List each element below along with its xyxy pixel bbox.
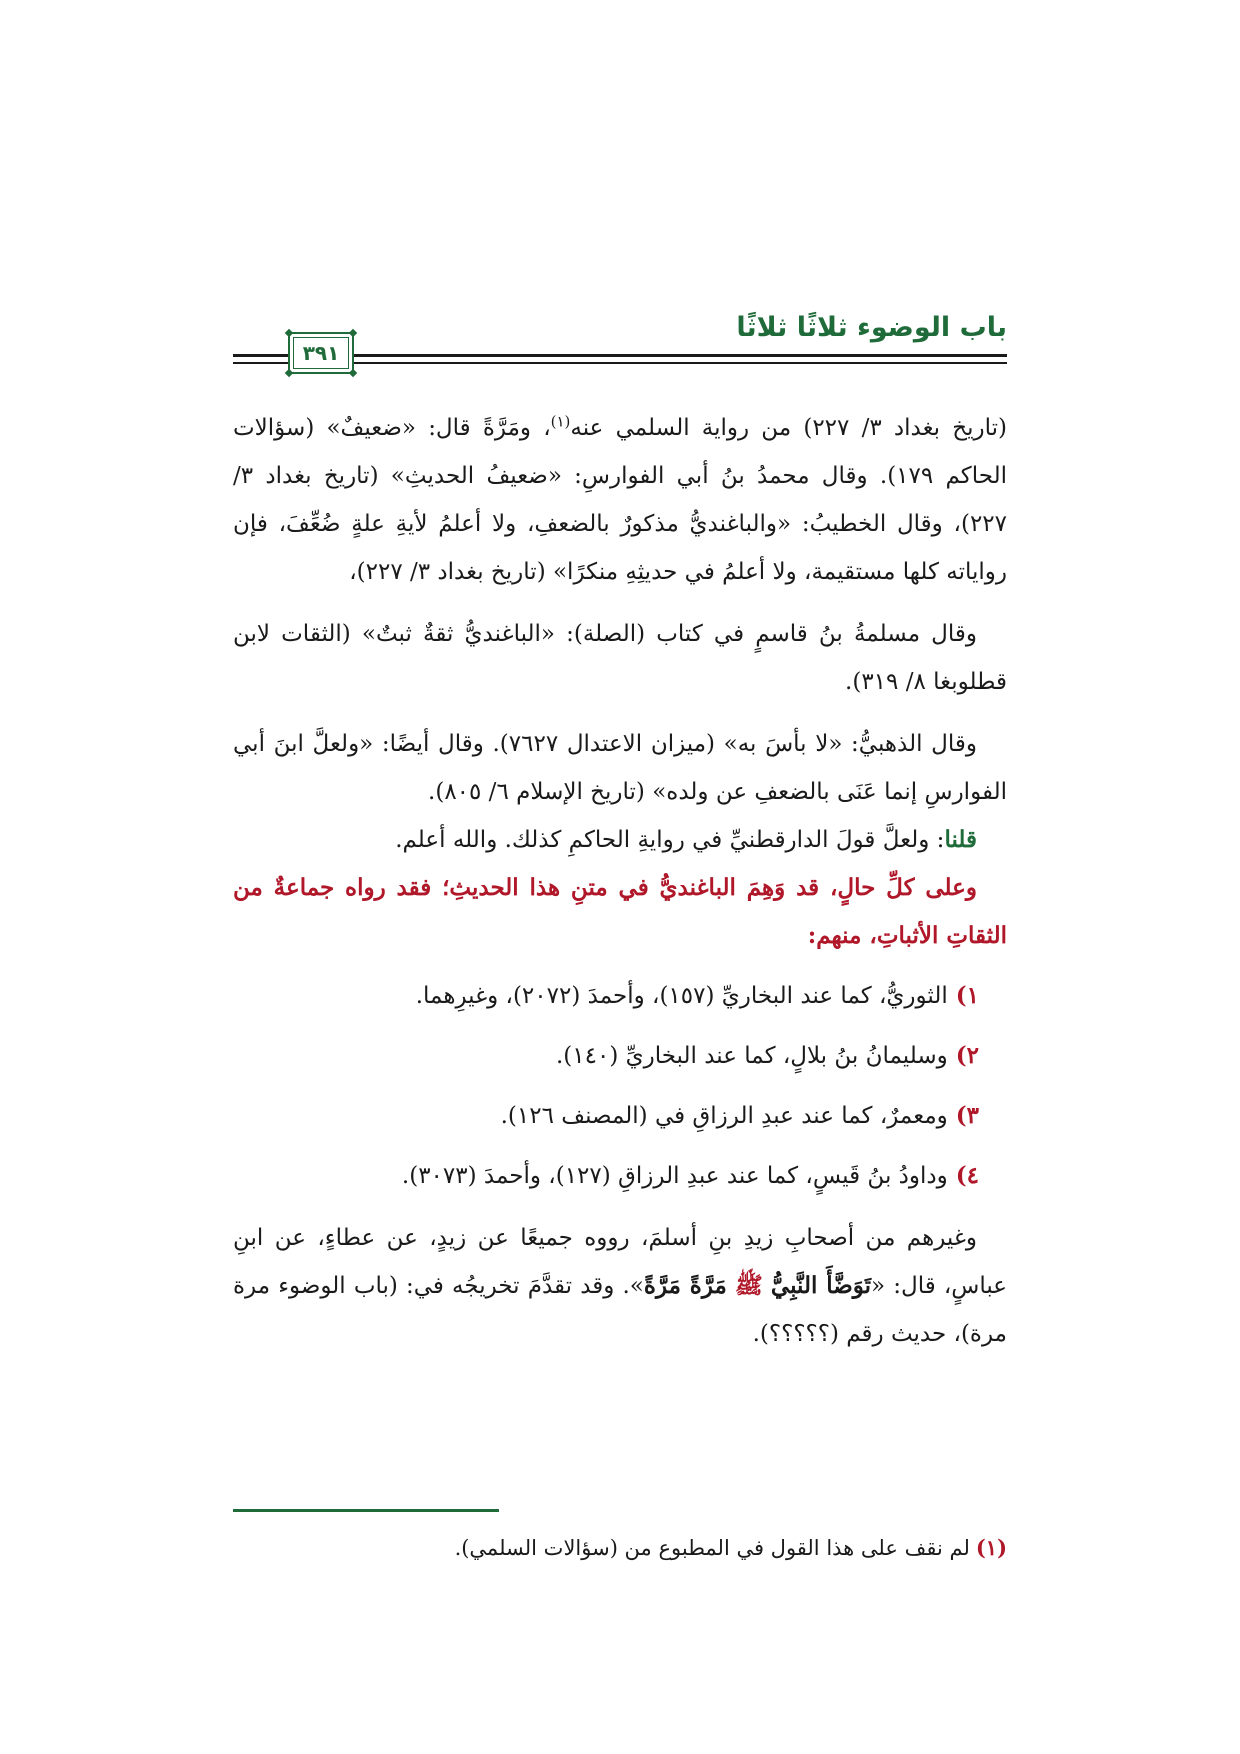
list-item xyxy=(233,1092,1007,1140)
frame-ornament xyxy=(349,369,357,377)
frame-ornament xyxy=(285,329,293,337)
paragraph-text: وغيرهم من أصحابِ زيدِ بنِ أسلمَ، رووه جميعًا عن زيدٍ، عن عطاءٍ، عن ابنِ عباسٍ، قال: « xyxy=(233,1225,1008,1299)
qulna-label: قلنا xyxy=(944,826,977,853)
list-item xyxy=(233,972,1007,1020)
salutation-glyph: ﷺ xyxy=(734,1272,763,1299)
page-number: ٣٩١ xyxy=(302,341,340,365)
page-number-frame xyxy=(288,332,354,374)
footnote-reference[interactable]: (١) xyxy=(550,412,571,431)
list-number: ٤) xyxy=(955,1162,979,1189)
hadith-quote: مَرَّةً مَرَّةً xyxy=(643,1272,727,1299)
paragraph-3: وقال الذهبيُّ: «لا بأسَ به» (ميزان الاعتدال ٧٦٢٧). وقال أيضًا: «ولعلَّ ابنَ أبي الفوارسِ إنما عَنَى بالضعفِ عن ولده» (تاريخ الإسلام ٦/ ٨٠٥). xyxy=(233,731,1007,805)
paragraph-text: ، ومَرَّةً قال: «ضعيفٌ» (سؤالات الحاكم ١٧٩). وقال محمدُ بنُ أبي الفوارسِ: «ضعيفُ الحديثِ» (تاريخ بغداد ٣/ ٢٢٧)، وقال الخطيبُ: «والباغنديُّ مذكورٌ بالضعفِ، ولا أعلمُ لأيةِ علةٍ ضُعِّفَ، فإن رواياته كلها مستقيمة، ولا أعلمُ في حديثِهِ منكرًا» (تاريخ بغداد ٣/ ٢٢٧)، xyxy=(233,415,1007,585)
paragraph-5-highlight: وعلى كلِّ حالٍ، قد وَهِمَ الباغنديُّ في متنِ هذا الحديثِ؛ فقد رواه جماعةٌ من الثقاتِ الأثباتِ، منهم: xyxy=(233,874,1007,949)
frame-ornament xyxy=(349,329,357,337)
paragraph-text: ». وقد تقدَّمَ تخريجُه في: (باب الوضوء مرة مرة)، حديث رقم (؟؟؟؟؟). xyxy=(233,1273,1007,1347)
chapter-title: باب الوضوء ثلاثًا ثلاثًا xyxy=(736,312,1007,343)
frame-ornament xyxy=(285,369,293,377)
list-number: ٣) xyxy=(955,1102,979,1129)
list-text: ومعمرٌ، كما عند عبدِ الرزاقِ في (المصنف ١٢٦). xyxy=(500,1103,948,1129)
paragraph-4 xyxy=(233,816,1007,864)
hadith-quote: تَوَضَّأَ النَّبِيُّ xyxy=(770,1272,872,1299)
list-text: وسليمانُ بنُ بلالٍ، كما عند البخاريِّ (١٤٠). xyxy=(555,1043,948,1069)
footnote-number: (١) xyxy=(975,1535,1007,1560)
main-text xyxy=(233,404,1007,1358)
paragraph-2: وقال مسلمةُ بنُ قاسمٍ في كتاب (الصلة): «الباغنديُّ ثقةٌ ثبتٌ» (الثقات لابن قطلوبغا ٨/ ٣١٩). xyxy=(233,621,1007,695)
list-text: الثوريُّ، كما عند البخاريِّ (١٥٧)، وأحمدَ (٢٠٧٢)، وغيرِهما. xyxy=(415,983,948,1009)
footnote xyxy=(233,1531,1007,1565)
list-number: ١) xyxy=(955,982,979,1009)
list-text: وداودُ بنُ قَيسٍ، كما عند عبدِ الرزاقِ (١٢٧)، وأحمدَ (٣٠٧٣). xyxy=(401,1163,948,1189)
list-number: ٢) xyxy=(955,1042,979,1069)
footnote-divider xyxy=(233,1509,499,1512)
paragraph-text: : ولعلَّ قولَ الدارقطنيِّ في روايةِ الحاكمِ كذلك. والله أعلم. xyxy=(395,827,945,853)
list-item xyxy=(233,1032,1007,1080)
list-item xyxy=(233,1152,1007,1200)
footnote-text: لم نقف على هذا القول في المطبوع من (سؤالات السلمي). xyxy=(454,1536,970,1560)
paragraph-1 xyxy=(233,404,1007,596)
paragraph-text: (تاريخ بغداد ٣/ ٢٢٧) من رواية السلمي عنه xyxy=(570,415,1008,441)
paragraph-6 xyxy=(233,1214,1007,1358)
